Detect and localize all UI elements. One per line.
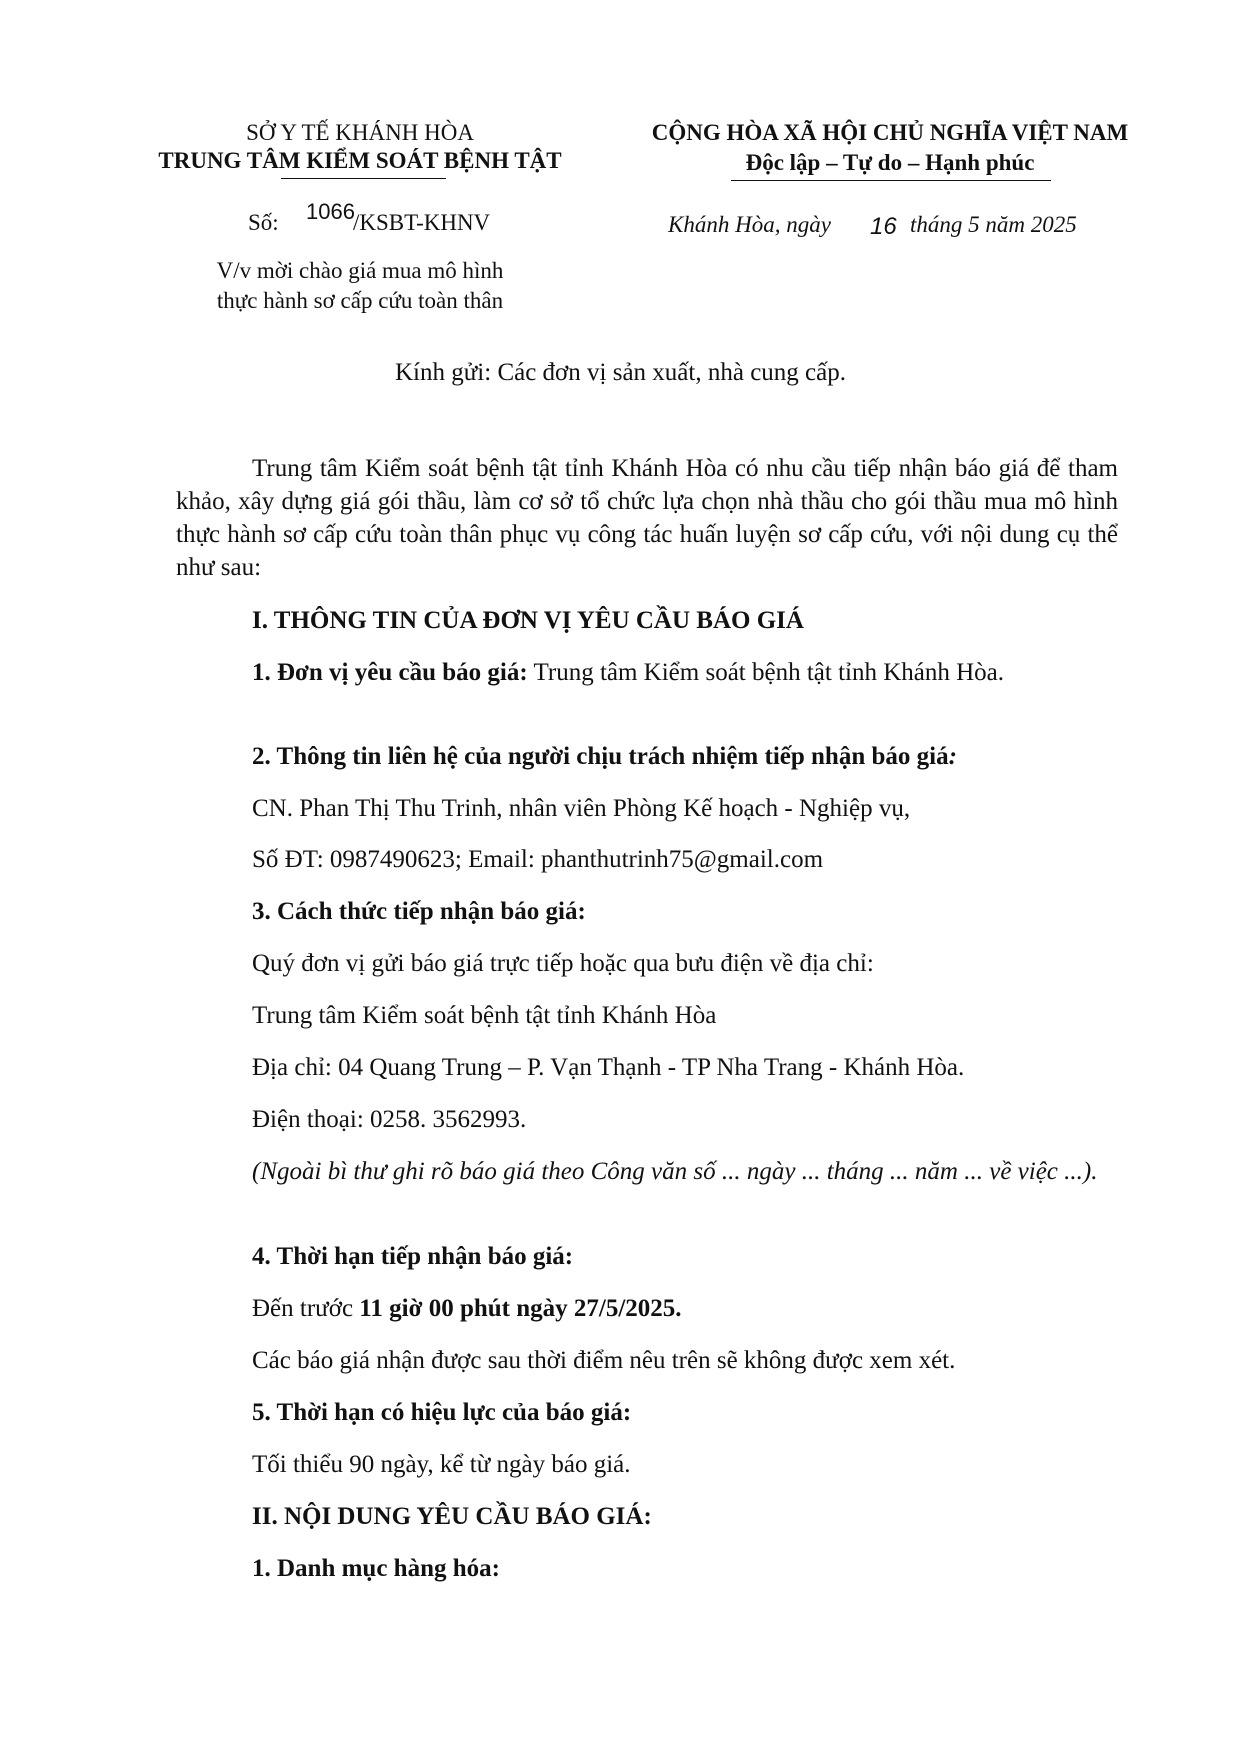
item-3-label: 3. Cách thức tiếp nhận báo giá:: [252, 898, 586, 925]
date-prefix: Khánh Hòa, ngày: [668, 212, 831, 237]
send-method: Quý đơn vị gửi báo giá trực tiếp hoặc qua bưu điện về địa chỉ:: [252, 950, 874, 977]
document-number-value: 1066: [306, 199, 355, 224]
date-day: 16: [870, 213, 897, 240]
item-2-colon: :: [948, 743, 957, 770]
item-2-label: 2. Thông tin liên hệ của người chịu trách nhiệm tiếp nhận báo giá: [252, 743, 949, 770]
section-2-item-1-label: 1. Danh mục hàng hóa:: [252, 1555, 500, 1582]
contact-phone-email: Số ĐT: 0987490623; Email: phanthutrinh75@gmail.com: [252, 846, 824, 873]
national-motto: Độc lập – Tự do – Hạnh phúc: [745, 150, 1035, 175]
section-1-heading: I. THÔNG TIN CỦA ĐƠN VỊ YÊU CẦU BÁO GIÁ: [252, 607, 804, 634]
item-2-heading: [252, 740, 957, 774]
deadline-value: 11 giờ 00 phút ngày 27/5/2025.: [359, 1295, 682, 1322]
validity-line: Tối thiểu 90 ngày, kể từ ngày báo giá.: [252, 1451, 631, 1478]
deadline-line: [252, 1292, 682, 1326]
deadline-prefix: Đến trước: [252, 1295, 360, 1322]
item-1-text: Trung tâm Kiểm soát bệnh tật tỉnh Khánh Hòa.: [527, 659, 1005, 686]
phone-line: Điện thoại: 0258. 3562993.: [252, 1106, 527, 1133]
department-name: SỞ Y TẾ KHÁNH HÒA: [246, 120, 474, 145]
recipient-organization: Trung tâm Kiểm soát bệnh tật tỉnh Khánh Hòa: [252, 1002, 717, 1029]
item-1-label: 1. Đơn vị yêu cầu báo giá:: [252, 659, 528, 686]
item-1-paragraph: [176, 656, 1118, 689]
motto-underline: [731, 180, 1051, 181]
intro-paragraph: Trung tâm Kiểm soát bệnh tật tỉnh Khánh Hòa có nhu cầu tiếp nhận báo giá để tham khảo, xây dựng giá gói thầu, làm cơ sở tổ chức lựa chọn nhà thầu cho gói thầu mua mô hình thực hành sơ cấp cứu toàn thân phục vụ công tác huấn luyện sơ cấp cứu, với nội dung cụ thể như sau:: [176, 455, 1118, 581]
subject-line-2: thực hành sơ cấp cứu toàn thân: [216, 288, 504, 313]
document-number-label: Số:: [248, 210, 279, 235]
subject-line-1: V/v mời chào giá mua mô hình: [216, 258, 504, 283]
envelope-note: (Ngoài bì thư ghi rõ báo giá theo Công văn số ... ngày ... tháng ... năm ... về việc ...).: [252, 1158, 1098, 1185]
organization-underline: [281, 178, 446, 179]
late-note: Các báo giá nhận được sau thời điểm nêu trên sẽ không được xem xét.: [252, 1347, 956, 1374]
national-title: CỘNG HÒA XÃ HỘI CHỦ NGHĨA VIỆT NAM: [651, 120, 1129, 145]
organization-name: TRUNG TÂM KIỂM SOÁT BỆNH TẬT: [158, 148, 562, 173]
item-5-label: 5. Thời hạn có hiệu lực của báo giá:: [252, 1399, 632, 1426]
section-2-heading: II. NỘI DUNG YÊU CẦU BÁO GIÁ:: [252, 1503, 652, 1530]
contact-person: CN. Phan Thị Thu Trinh, nhân viên Phòng Kế hoạch - Nghiệp vụ,: [252, 795, 911, 822]
address-line: Địa chỉ: 04 Quang Trung – P. Vạn Thạnh - TP Nha Trang - Khánh Hòa.: [252, 1054, 965, 1081]
date-suffix: tháng 5 năm 2025: [910, 212, 1077, 237]
item-4-label: 4. Thời hạn tiếp nhận báo giá:: [252, 1243, 574, 1270]
document-number-suffix: /KSBT-KHNV: [353, 210, 491, 235]
recipient-line: Kính gửi: Các đơn vị sản xuất, nhà cung cấp.: [395, 359, 846, 386]
